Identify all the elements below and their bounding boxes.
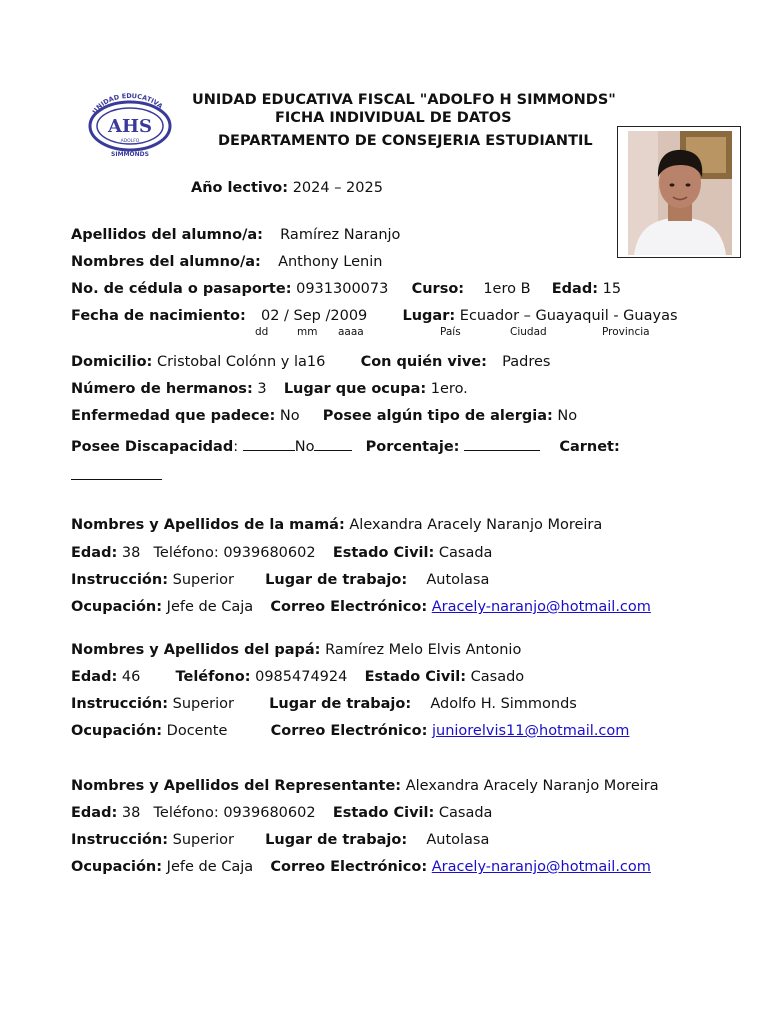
school-year-value: 2024 – 2025 xyxy=(292,180,383,196)
mama-edad-label: Edad: xyxy=(71,545,118,561)
lugar-label: Lugar: xyxy=(402,308,456,324)
mama-row-instruccion xyxy=(71,572,489,588)
hermanos-label: Número de hermanos: xyxy=(71,381,253,397)
domicilio-label: Domicilio: xyxy=(71,354,153,370)
mama-edad-value: 38 xyxy=(121,545,141,561)
mama-correo-label: Correo Electrónico: xyxy=(270,599,428,615)
logo-bottom-text: SIMMONDS xyxy=(111,151,149,158)
mama-row-edad xyxy=(71,545,492,561)
row-nacimiento xyxy=(71,308,678,324)
school-seal-icon xyxy=(84,92,176,160)
papa-ocupacion-value: Docente xyxy=(166,723,228,739)
papa-row-ocupacion xyxy=(71,723,629,739)
papa-ocupacion-label: Ocupación: xyxy=(71,723,163,739)
rep-correo-label: Correo Electrónico: xyxy=(270,859,428,875)
alergia-label: Posee algún tipo de alergia: xyxy=(322,408,553,424)
logo-bottom-left: ADOLFO xyxy=(120,139,140,144)
hint-provincia: Provincia xyxy=(602,326,650,338)
rep-trabajo-value: Autolasa xyxy=(426,832,490,848)
papa-row-edad xyxy=(71,669,524,685)
mama-nombre-value: Alexandra Aracely Naranjo Moreira xyxy=(349,517,603,533)
rep-row-nombre xyxy=(71,778,659,794)
mama-email-link[interactable]: Aracely-naranjo@hotmail.com xyxy=(431,599,651,615)
papa-telefono-value: 0985474924 xyxy=(255,669,348,685)
hint-aaaa: aaaa xyxy=(338,326,364,338)
rep-ocupacion-label: Ocupación: xyxy=(71,859,163,875)
edad-value: 15 xyxy=(602,281,622,297)
papa-civil-label: Estado Civil: xyxy=(364,669,467,685)
vive-value: Padres xyxy=(502,354,551,370)
mama-instruccion-label: Instrucción: xyxy=(71,572,168,588)
mama-trabajo-label: Lugar de trabajo: xyxy=(265,572,408,588)
mama-ocupacion-label: Ocupación: xyxy=(71,599,163,615)
papa-instruccion-label: Instrucción: xyxy=(71,696,168,712)
discapacidad-blank-1 xyxy=(243,436,295,451)
row-enfermedad xyxy=(71,408,577,424)
papa-instruccion-value: Superior xyxy=(172,696,234,712)
logo-top-text: UNIDAD EDUCATIVA xyxy=(90,92,165,116)
papa-telefono-label: Teléfono: xyxy=(175,669,251,685)
rep-ocupacion-value: Jefe de Caja xyxy=(166,859,254,875)
papa-civil-value: Casado xyxy=(470,669,525,685)
mama-civil-value: Casada xyxy=(438,545,493,561)
rep-instruccion-value: Superior xyxy=(172,832,234,848)
hint-dd: dd xyxy=(255,326,269,338)
rep-nombre-value: Alexandra Aracely Naranjo Moreira xyxy=(405,778,659,794)
rep-trabajo-label: Lugar de trabajo: xyxy=(265,832,408,848)
student-photo-frame xyxy=(617,126,741,258)
curso-label: Curso: xyxy=(411,281,465,297)
mama-trabajo-value: Autolasa xyxy=(426,572,490,588)
apellidos-value: Ramírez Naranjo xyxy=(280,227,401,243)
mama-nombre-label: Nombres y Apellidos de la mamá: xyxy=(71,517,345,533)
cedula-value: 0931300073 xyxy=(296,281,389,297)
carnet-blank-line xyxy=(71,464,162,480)
rep-telefono-value: 0939680602 xyxy=(223,805,316,821)
discapacidad-label: Posee Discapacidad xyxy=(71,439,234,455)
nacimiento-value: 02 / Sep /2009 xyxy=(260,308,368,324)
cedula-label: No. de cédula o pasaporte: xyxy=(71,281,292,297)
hint-pais: País xyxy=(440,326,461,338)
papa-correo-label: Correo Electrónico: xyxy=(270,723,428,739)
enfermedad-value: No xyxy=(279,408,300,424)
rep-row-instruccion xyxy=(71,832,489,848)
porcentaje-label: Porcentaje: xyxy=(365,439,460,455)
discapacidad-blank-2 xyxy=(314,436,352,451)
row-domicilio xyxy=(71,354,550,370)
rep-nombre-label: Nombres y Apellidos del Representante: xyxy=(71,778,402,794)
school-logo xyxy=(84,92,176,164)
papa-edad-value: 46 xyxy=(121,669,141,685)
row-cedula xyxy=(71,281,621,297)
vive-label: Con quién vive: xyxy=(360,354,487,370)
alergia-value: No xyxy=(557,408,578,424)
mama-telefono-value: 0939680602 xyxy=(223,545,316,561)
rep-edad-label: Edad: xyxy=(71,805,118,821)
curso-value: 1ero B xyxy=(483,281,531,297)
hint-ciudad: Ciudad xyxy=(510,326,547,338)
svg-text:UNIDAD EDUCATIVA xyxy=(91,92,164,115)
papa-edad-label: Edad: xyxy=(71,669,118,685)
porcentaje-blank xyxy=(464,436,540,451)
papa-row-instruccion xyxy=(71,696,577,712)
apellidos-label: Apellidos del alumno/a: xyxy=(71,227,263,243)
row-nombres xyxy=(71,254,382,270)
papa-email-link[interactable]: juniorelvis11@hotmail.com xyxy=(431,723,630,739)
department-title: DEPARTAMENTO DE CONSEJERIA ESTUDIANTIL xyxy=(218,133,593,149)
nacimiento-label: Fecha de nacimiento: xyxy=(71,308,246,324)
mama-ocupacion-value: Jefe de Caja xyxy=(166,599,254,615)
papa-nombre-label: Nombres y Apellidos del papá: xyxy=(71,642,321,658)
rep-telefono-label: Teléfono: xyxy=(153,805,219,821)
rep-civil-value: Casada xyxy=(438,805,493,821)
papa-row-nombre xyxy=(71,642,521,658)
nombres-label: Nombres del alumno/a: xyxy=(71,254,261,270)
form-title: FICHA INDIVIDUAL DE DATOS xyxy=(275,110,512,126)
enfermedad-label: Enfermedad que padece: xyxy=(71,408,276,424)
mama-civil-label: Estado Civil: xyxy=(332,545,435,561)
mama-instruccion-value: Superior xyxy=(172,572,234,588)
school-year xyxy=(191,180,383,196)
domicilio-value: Cristobal Colónn y la16 xyxy=(156,354,326,370)
nombres-value: Anthony Lenin xyxy=(278,254,383,270)
rep-email-link[interactable]: Aracely-naranjo@hotmail.com xyxy=(431,859,651,875)
discapacidad-colon: : xyxy=(233,439,239,455)
mama-telefono-label: Teléfono: xyxy=(153,545,219,561)
hint-mm: mm xyxy=(297,326,318,338)
logo-monogram: AHS xyxy=(108,116,152,137)
papa-trabajo-label: Lugar de trabajo: xyxy=(269,696,412,712)
rep-edad-value: 38 xyxy=(121,805,141,821)
edad-label: Edad: xyxy=(551,281,599,297)
rep-row-ocupacion xyxy=(71,859,651,875)
school-year-label: Año lectivo: xyxy=(191,180,289,196)
rep-row-edad xyxy=(71,805,492,821)
mama-row-nombre xyxy=(71,517,602,533)
hermanos-value: 3 xyxy=(257,381,267,397)
school-title: UNIDAD EDUCATIVA FISCAL "ADOLFO H SIMMONDS" xyxy=(192,92,616,108)
row-discapacidad xyxy=(71,436,620,455)
discapacidad-value: No xyxy=(294,439,315,455)
lugar-value: Ecuador – Guayaquil - Guayas xyxy=(459,308,678,324)
mama-row-ocupacion xyxy=(71,599,651,615)
rep-instruccion-label: Instrucción: xyxy=(71,832,168,848)
student-photo xyxy=(628,131,732,255)
ocupa-label: Lugar que ocupa: xyxy=(283,381,427,397)
rep-civil-label: Estado Civil: xyxy=(332,805,435,821)
row-apellidos xyxy=(71,227,400,243)
papa-nombre-value: Ramírez Melo Elvis Antonio xyxy=(325,642,522,658)
ocupa-value: 1ero. xyxy=(430,381,468,397)
papa-trabajo-value: Adolfo H. Simmonds xyxy=(430,696,577,712)
row-hermanos xyxy=(71,381,468,397)
carnet-label: Carnet: xyxy=(559,439,620,455)
